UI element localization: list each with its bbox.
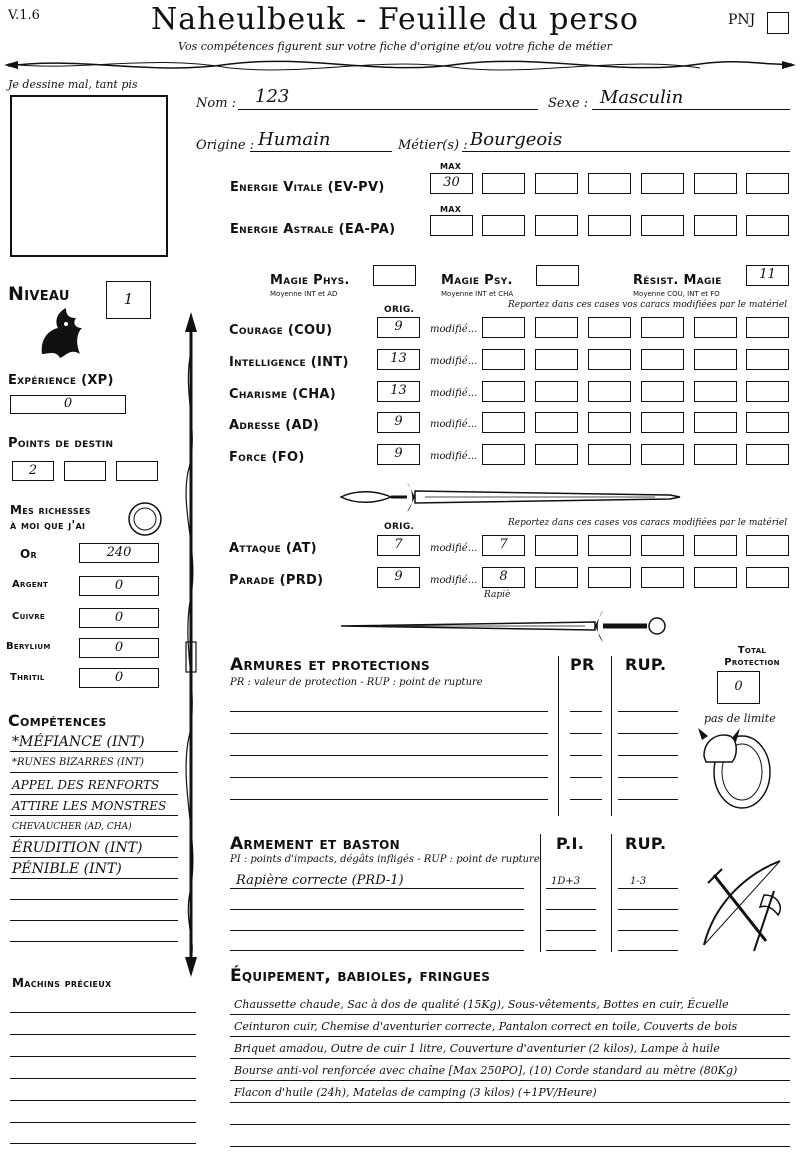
- attr-mod-box[interactable]: [746, 412, 789, 433]
- equipment-rule: [230, 1102, 790, 1103]
- weapons-pi-header: P.I.: [556, 834, 585, 853]
- sword-icon: [335, 606, 685, 646]
- wealth-value-berylium: 0: [114, 640, 124, 655]
- weapons-col-divider: [540, 834, 541, 952]
- magie-psy-sub: Moyenne INT et CHA: [441, 290, 514, 298]
- wealth-box-argent[interactable]: [79, 576, 159, 596]
- xp-box[interactable]: [10, 395, 126, 414]
- niveau-label: Niveau: [8, 283, 70, 305]
- portrait-caption: Je dessine mal, tant pis: [8, 78, 138, 91]
- destin-box-2[interactable]: [64, 461, 106, 481]
- weapons-icon: [694, 855, 790, 955]
- attr-mod-box[interactable]: [694, 444, 737, 465]
- competence-line: [10, 794, 178, 795]
- weapon-rup-line: [618, 930, 678, 931]
- competence-item[interactable]: APPEL DES RENFORTS: [12, 778, 160, 792]
- weapon-row-line: [230, 950, 524, 951]
- armor-sub: PR : valeur de protection - RUP : point de rupture: [230, 677, 483, 688]
- metier-line: [462, 151, 790, 152]
- modif-label: modifié...: [430, 324, 478, 335]
- combat-orig-label: ORIG.: [384, 522, 415, 532]
- origine-label: Origine :: [196, 138, 255, 153]
- attr-mod-box[interactable]: [535, 381, 578, 402]
- orig-label: ORIG.: [384, 305, 415, 315]
- armor-col-divider: [611, 656, 612, 816]
- magie-phys-sub: Moyenne INT et AD: [270, 290, 338, 298]
- ev-box-3[interactable]: [588, 173, 631, 194]
- competence-line: [10, 857, 178, 858]
- precious-line: [10, 1143, 196, 1144]
- combat-orig-value-prd: 9: [394, 569, 403, 584]
- origine-line: [250, 151, 392, 152]
- xp-value: 0: [63, 396, 73, 411]
- combat-mod-box[interactable]: [641, 567, 684, 588]
- magie-psy-box[interactable]: [536, 265, 579, 286]
- weapons-sub: PI : points d'impacts, dégâts infligés - RUP : point de rupture: [230, 854, 540, 865]
- attr-mod-box[interactable]: [694, 349, 737, 370]
- combat-mod-box[interactable]: [694, 535, 737, 556]
- modif-label: modifié...: [430, 419, 478, 430]
- attr-label-cha: Charisme (CHA): [229, 387, 336, 402]
- armor-pr-line: [570, 711, 602, 712]
- equipment-rule: [230, 1014, 790, 1015]
- ea-label: Energie Astrale (EA-PA): [230, 222, 396, 237]
- destin-label: Points de destin: [8, 436, 114, 451]
- attr-orig-box-cha[interactable]: [377, 381, 420, 402]
- attr-label-fo: Force (FO): [229, 450, 305, 465]
- attr-orig-value-int: 13: [390, 351, 407, 366]
- wealth-value-thritil: 0: [114, 670, 124, 685]
- combat-mod-box[interactable]: [588, 567, 631, 588]
- armor-pr-line: [570, 733, 602, 734]
- combat-mod-box-at[interactable]: [482, 535, 525, 556]
- attr-mod-box[interactable]: [641, 349, 684, 370]
- sexe-value[interactable]: Masculin: [600, 87, 684, 108]
- competence-line: [10, 815, 178, 816]
- attr-mod-box[interactable]: [588, 381, 631, 402]
- attr-mod-box[interactable]: [694, 317, 737, 338]
- armor-rup-line: [618, 733, 678, 734]
- armor-col-divider: [558, 656, 559, 816]
- wealth-label-or: Or: [20, 547, 37, 561]
- precious-line: [10, 1012, 196, 1013]
- attr-mod-box[interactable]: [535, 349, 578, 370]
- armor-pr-line: [570, 799, 602, 800]
- attr-mod-box[interactable]: [746, 381, 789, 402]
- combat-mod-box[interactable]: [746, 535, 789, 556]
- attr-orig-box-int[interactable]: [377, 349, 420, 370]
- attr-mod-box[interactable]: [535, 317, 578, 338]
- magie-phys-box[interactable]: [373, 265, 416, 286]
- competence-line: [10, 836, 178, 837]
- competence-line: [10, 751, 178, 752]
- wealth-box-berylium[interactable]: [79, 638, 159, 658]
- modif-label: modifié...: [430, 575, 478, 586]
- attr-label-int: Intelligence (INT): [229, 355, 349, 370]
- destin-box-3[interactable]: [116, 461, 158, 481]
- attr-mod-box[interactable]: [641, 444, 684, 465]
- ea-max-box[interactable]: [430, 215, 473, 236]
- max-label-ea: MAX: [440, 205, 462, 214]
- ev-label: Energie Vitale (EV-PV): [230, 180, 385, 195]
- attr-mod-box[interactable]: [746, 349, 789, 370]
- coin-icon: [127, 501, 163, 537]
- armor-row-line: [230, 799, 548, 800]
- equipment-line[interactable]: Chaussette chaude, Sac à dos de qualité (15Kg), Sous-vêtements, Bottes en cuir, Écuelle: [234, 998, 729, 1011]
- combat-mod-box[interactable]: [588, 535, 631, 556]
- wealth-title-1: Mes richesses: [10, 503, 91, 517]
- weapons-title: Armement et baston: [230, 834, 401, 854]
- resist-magie-box[interactable]: [746, 265, 789, 286]
- niveau-box[interactable]: [106, 281, 151, 319]
- destin-box-1[interactable]: [12, 461, 54, 481]
- competence-line: [10, 920, 178, 921]
- attr-orig-value-cou: 9: [394, 319, 403, 334]
- weapon-row-line: [230, 909, 524, 910]
- combat-note: Reportez dans ces cases vos caracs modifiées par le matériel: [508, 518, 788, 528]
- ea-box-3[interactable]: [588, 215, 631, 236]
- attr-mod-box[interactable]: [535, 444, 578, 465]
- wealth-label-argent: Argent: [12, 579, 49, 590]
- wealth-label-berylium: Berylium: [6, 641, 51, 652]
- weapon-pi-line: [546, 950, 596, 951]
- armor-pr-line: [570, 777, 602, 778]
- wealth-box-or[interactable]: [79, 543, 159, 563]
- weapons-rup-header: RUP.: [625, 834, 667, 853]
- sword-icon: [335, 478, 685, 516]
- competence-item[interactable]: CHEVAUCHER (AD, CHA): [12, 822, 132, 832]
- equipment-rule: [230, 1146, 790, 1147]
- magie-phys-label: Magie Phys.: [270, 273, 350, 288]
- attr-mod-box[interactable]: [588, 349, 631, 370]
- combat-mod-box[interactable]: [694, 567, 737, 588]
- competence-line: [10, 878, 178, 879]
- competence-item[interactable]: *MÉFIANCE (INT): [12, 734, 145, 750]
- wealth-title-2: à moi que j'ai: [10, 518, 86, 532]
- ea-box-1[interactable]: [482, 215, 525, 236]
- precious-line: [10, 1034, 196, 1035]
- precious-line: [10, 1056, 196, 1057]
- armor-rup-line: [618, 777, 678, 778]
- competence-item[interactable]: PÉNIBLE (INT): [12, 861, 122, 877]
- modif-label: modifié...: [430, 543, 478, 554]
- ev-box-5[interactable]: [694, 173, 737, 194]
- max-label-ev: MAX: [440, 162, 462, 171]
- armor-row-line: [230, 755, 548, 756]
- wealth-box-thritil[interactable]: [79, 668, 159, 688]
- weapon-rup-line: [618, 950, 678, 951]
- equipment-rule: [230, 1080, 790, 1081]
- armor-title: Armures et protections: [230, 655, 430, 675]
- ev-box-2[interactable]: [535, 173, 578, 194]
- competence-item[interactable]: *RUNES BIZARRES (INT): [12, 757, 145, 768]
- attr-mod-box[interactable]: [535, 412, 578, 433]
- dragon-icon: [36, 304, 86, 362]
- equipment-line[interactable]: Bourse anti-vol renforcée avec chaîne [Max 250PO], (10) Corde standard au mètre (80Kg): [234, 1064, 738, 1077]
- attr-mod-box[interactable]: [588, 412, 631, 433]
- wealth-label-thritil: Thritil: [10, 672, 45, 683]
- competence-item[interactable]: ATTIRE LES MONSTRES: [12, 799, 167, 813]
- metier-label: Métier(s) :: [398, 138, 468, 153]
- ev-max-value: 30: [443, 175, 460, 190]
- pnj-checkbox[interactable]: [767, 12, 789, 34]
- ea-box-6[interactable]: [746, 215, 789, 236]
- modif-label: modifié...: [430, 451, 478, 462]
- equipment-line[interactable]: Briquet amadou, Outre de cuir 1 litre, Couverture d'aventurier (2 kilos), Lampe à huile: [234, 1042, 720, 1055]
- combat-mod-box[interactable]: [641, 535, 684, 556]
- modif-label: modifié...: [430, 356, 478, 367]
- xp-label: Expérience (XP): [8, 373, 114, 388]
- precious-title: Machins précieux: [12, 976, 112, 990]
- equipment-title: Équipement, babioles, fringues: [230, 966, 491, 986]
- attr-mod-box[interactable]: [482, 349, 525, 370]
- page-subtitle: Vos compétences figurent sur votre fiche d'origine et/ou votre fiche de métier: [178, 40, 612, 53]
- equipment-rule: [230, 1036, 790, 1037]
- weapon-pi-line: [546, 930, 596, 931]
- attr-orig-box-fo[interactable]: [377, 444, 420, 465]
- weapon-rup[interactable]: 1-3: [630, 876, 647, 887]
- combat-mod-value-prd: 8: [499, 569, 508, 584]
- precious-line: [10, 1122, 196, 1123]
- weapon-pi[interactable]: 1D+3: [551, 876, 581, 887]
- combat-mod-box[interactable]: [535, 535, 578, 556]
- spear-icon: [180, 312, 202, 977]
- armor-row-line: [230, 711, 548, 712]
- destin-value-1: 2: [28, 463, 38, 478]
- armor-pr-line: [570, 755, 602, 756]
- pnj-label: PNJ: [728, 12, 756, 28]
- competence-line: [10, 941, 178, 942]
- weapon-pi-line: [546, 888, 596, 889]
- total-protection-label-2: Protection: [724, 657, 780, 668]
- sexe-label: Sexe :: [548, 96, 589, 111]
- weapon-rup-line: [618, 909, 678, 910]
- vine-divider: [0, 52, 800, 78]
- portrait-box[interactable]: [10, 95, 168, 257]
- armor-rup-line: [618, 711, 678, 712]
- attr-mod-box[interactable]: [482, 317, 525, 338]
- attr-label-cou: Courage (COU): [229, 323, 333, 338]
- page-title: Naheulbeuk - Feuille du perso: [151, 2, 639, 37]
- attr-mod-box[interactable]: [641, 412, 684, 433]
- precious-line: [10, 1078, 196, 1079]
- armor-rup-header: RUP.: [625, 655, 667, 674]
- wealth-value-argent: 0: [114, 578, 124, 593]
- attr-orig-value-fo: 9: [394, 446, 403, 461]
- attr-mod-box[interactable]: [482, 412, 525, 433]
- combat-orig-value-at: 7: [394, 537, 403, 552]
- origine-value[interactable]: Humain: [258, 129, 331, 150]
- attr-orig-value-cha: 13: [390, 383, 407, 398]
- magie-psy-label: Magie Psy.: [441, 273, 513, 288]
- combat-mod-box[interactable]: [746, 567, 789, 588]
- combat-mod-box[interactable]: [535, 567, 578, 588]
- wealth-box-cuivre[interactable]: [79, 608, 159, 628]
- resist-magie-sub: Moyenne COU, INT et FO: [633, 290, 720, 298]
- wealth-label-cuivre: Cuivre: [12, 611, 46, 622]
- attr-mod-box[interactable]: [746, 317, 789, 338]
- combat-label-at: Attaque (AT): [229, 541, 317, 556]
- attr-mod-box[interactable]: [641, 317, 684, 338]
- nom-label: Nom :: [196, 96, 237, 111]
- competence-line: [10, 899, 178, 900]
- wealth-value-or: 240: [106, 545, 132, 560]
- ev-max-box[interactable]: [430, 173, 473, 194]
- competence-item[interactable]: ÉRUDITION (INT): [12, 840, 143, 856]
- combat-mod-caption: Rapiè: [484, 590, 511, 600]
- attr-orig-value-ad: 9: [394, 414, 403, 429]
- attr-orig-box-cou[interactable]: [377, 317, 420, 338]
- attr-mod-box[interactable]: [588, 317, 631, 338]
- total-protection-label-1: Total: [737, 645, 767, 656]
- metier-value[interactable]: Bourgeois: [470, 129, 563, 150]
- attr-mod-box[interactable]: [694, 412, 737, 433]
- combat-label-prd: Parade (PRD): [229, 573, 324, 588]
- attr-mod-box[interactable]: [482, 444, 525, 465]
- equipment-rule: [230, 1058, 790, 1059]
- resist-magie-value: 11: [759, 267, 776, 282]
- equipment-line[interactable]: Flacon d'huile (24h), Matelas de camping (3 kilos) (+1PV/Heure): [234, 1086, 597, 1099]
- weapon-name[interactable]: Rapière correcte (PRD-1): [236, 873, 404, 888]
- armor-row-line: [230, 777, 548, 778]
- equipment-rule: [230, 1124, 790, 1125]
- attr-mod-box[interactable]: [588, 444, 631, 465]
- nom-line: [238, 109, 538, 110]
- modif-label: modifié...: [430, 388, 478, 399]
- weapon-pi-line: [546, 909, 596, 910]
- attr-mod-box[interactable]: [641, 381, 684, 402]
- ea-box-2[interactable]: [535, 215, 578, 236]
- combat-orig-box-at[interactable]: [377, 535, 420, 556]
- attr-mod-box[interactable]: [746, 444, 789, 465]
- attributes-note: Reportez dans ces cases vos caracs modifiées par le matériel: [508, 300, 788, 310]
- nom-value[interactable]: 123: [255, 86, 290, 107]
- combat-orig-box-prd[interactable]: [377, 567, 420, 588]
- weapon-row-line: [230, 888, 524, 889]
- combat-mod-box-prd[interactable]: [482, 567, 525, 588]
- sexe-line: [592, 109, 790, 110]
- version-label: V.1.6: [8, 8, 40, 23]
- armor-rup-line: [618, 799, 678, 800]
- precious-line: [10, 1100, 196, 1101]
- ea-box-4[interactable]: [641, 215, 684, 236]
- ev-box-1[interactable]: [482, 173, 525, 194]
- attr-label-ad: Adresse (AD): [229, 418, 320, 433]
- attr-mod-box[interactable]: [482, 381, 525, 402]
- total-protection-box[interactable]: [717, 671, 760, 704]
- ev-box-4[interactable]: [641, 173, 684, 194]
- armor-pr-header: PR: [570, 655, 595, 674]
- equipment-line[interactable]: Ceinturon cuir, Chemise d'aventurier correcte, Pantalon correct en toile, Couverts de bois: [234, 1020, 738, 1033]
- total-protection-value: 0: [734, 679, 743, 694]
- attr-mod-box[interactable]: [694, 381, 737, 402]
- resist-magie-label: Résist. Magie: [633, 273, 722, 288]
- ea-box-5[interactable]: [694, 215, 737, 236]
- armor-rup-line: [618, 755, 678, 756]
- combat-mod-value-at: 7: [499, 537, 508, 552]
- attr-orig-box-ad[interactable]: [377, 412, 420, 433]
- ev-box-6[interactable]: [746, 173, 789, 194]
- helmet-shield-icon: [696, 726, 776, 812]
- weapons-col-divider: [611, 834, 612, 952]
- armor-row-line: [230, 733, 548, 734]
- competence-line: [10, 772, 178, 773]
- limit-label: pas de limite: [704, 712, 776, 725]
- weapon-rup-line: [618, 888, 678, 889]
- weapon-row-line: [230, 930, 524, 931]
- wealth-value-cuivre: 0: [114, 610, 124, 625]
- niveau-value: 1: [123, 290, 134, 308]
- competences-title: Compétences: [8, 711, 107, 730]
